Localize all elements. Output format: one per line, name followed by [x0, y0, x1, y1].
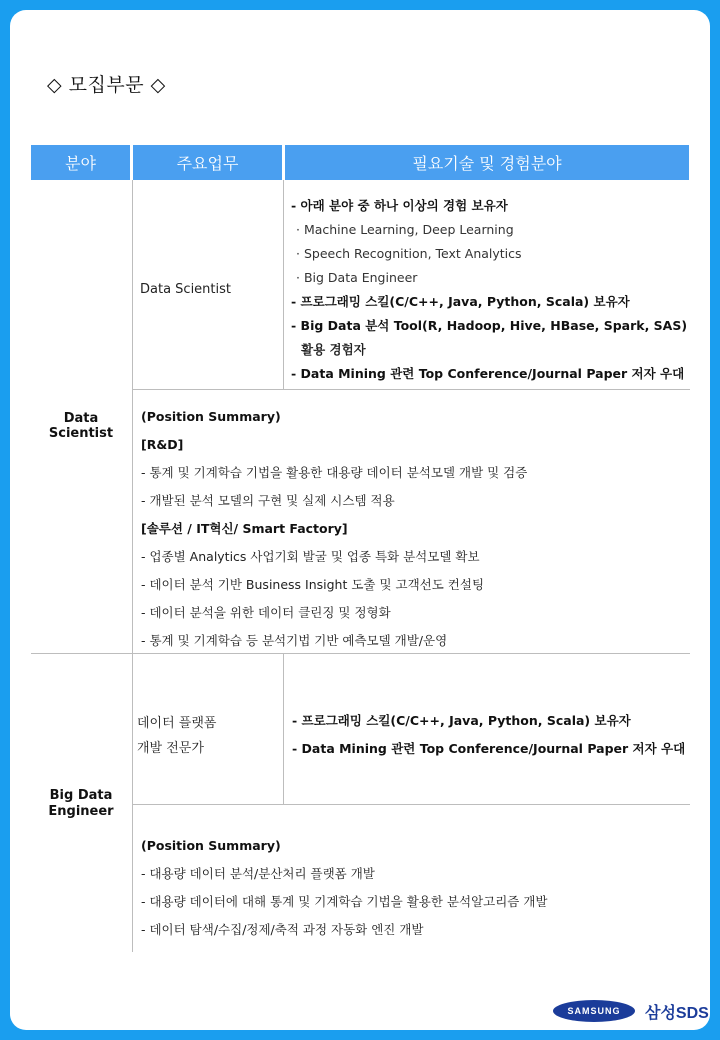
header-field: 분야 — [31, 145, 130, 180]
samsung-sds-logo: 삼성SDS — [645, 1005, 709, 1022]
page-title: ◇ 모집부문 ◇ — [47, 74, 166, 96]
list-item: - 업종별 Analytics 사업기회 발굴 및 업종 특화 분석모델 확보 — [141, 549, 480, 564]
list-item: 활용 경험자 — [301, 342, 366, 357]
divider-bde-summary — [132, 804, 690, 805]
bde-summary-list — [141, 832, 548, 944]
field-line: Engineer — [48, 804, 114, 819]
list-item: - 데이터 분석 기반 Business Insight 도출 및 고객선도 컨설팅 — [141, 577, 485, 592]
list-item: - 개발된 분석 모델의 구현 및 실제 시스템 적용 — [141, 493, 395, 508]
list-item: (Position Summary) — [141, 838, 281, 853]
divider-col2-bottom — [283, 653, 284, 805]
list-item: · Speech Recognition, Text Analytics — [296, 246, 522, 261]
list-item: (Position Summary) — [141, 409, 281, 424]
samsung-logo-text: SAMSUNG — [567, 1006, 621, 1016]
list-item: - 아래 분야 중 하나 이상의 경험 보유자 — [291, 198, 508, 213]
list-item: - 프로그래밍 스킬(C/C++, Java, Python, Scala) 보유자 — [292, 713, 631, 728]
bde-requirements-list — [292, 707, 685, 763]
field-line: Big Data — [49, 788, 113, 803]
header-requirements: 필요기술 및 경험분야 — [285, 145, 689, 180]
list-item: - 통계 및 기계학습 기법을 활용한 대용량 데이터 분석모델 개발 및 검증 — [141, 465, 528, 480]
role-big-data-engineer — [137, 711, 216, 761]
list-item: - 대용량 데이터 분석/분산처리 플랫폼 개발 — [141, 866, 375, 881]
header-main-duty: 주요업무 — [133, 145, 282, 180]
field-big-data-engineer — [31, 788, 131, 820]
samsung-logo — [553, 1000, 635, 1022]
list-item: - Data Mining 관련 Top Conference/Journal Paper 저자 우대 — [292, 741, 686, 756]
list-item: - 프로그래밍 스킬(C/C++, Java, Python, Scala) 보유자 — [291, 294, 630, 309]
list-item: - Data Mining 관련 Top Conference/Journal Paper 저자 우대 — [291, 366, 685, 381]
role-line: 개발 전문가 — [137, 741, 204, 756]
list-item: · Big Data Engineer — [296, 270, 418, 285]
list-item: [솔루션 / IT혁신/ Smart Factory] — [141, 521, 348, 536]
field-data-scientist: Data Scientist — [48, 411, 114, 441]
list-item: - 대용량 데이터에 대해 통계 및 기계학습 기법을 활용한 분석알고리즘 개발 — [141, 894, 548, 909]
divider-col2-top — [283, 180, 284, 390]
list-item: - 통계 및 기계학습 등 분석기법 기반 예측모델 개발/운영 — [141, 633, 448, 648]
ds-requirements-list — [291, 194, 687, 386]
divider-col1 — [132, 180, 133, 952]
list-item: - Big Data 분석 Tool(R, Hadoop, Hive, HBase, Spark, SAS) — [291, 318, 688, 333]
list-item: - 데이터 분석을 위한 데이터 클린징 및 정형화 — [141, 605, 391, 620]
role-data-scientist: Data Scientist — [140, 282, 231, 297]
list-item: · Machine Learning, Deep Learning — [296, 222, 514, 237]
divider-ds-summary — [132, 389, 690, 390]
role-line: 데이터 플랫폼 — [137, 716, 217, 731]
list-item: [R&D] — [141, 437, 184, 452]
ds-summary-list — [141, 403, 527, 655]
list-item: - 데이터 탐색/수집/정제/축적 과정 자동화 엔진 개발 — [141, 922, 424, 937]
